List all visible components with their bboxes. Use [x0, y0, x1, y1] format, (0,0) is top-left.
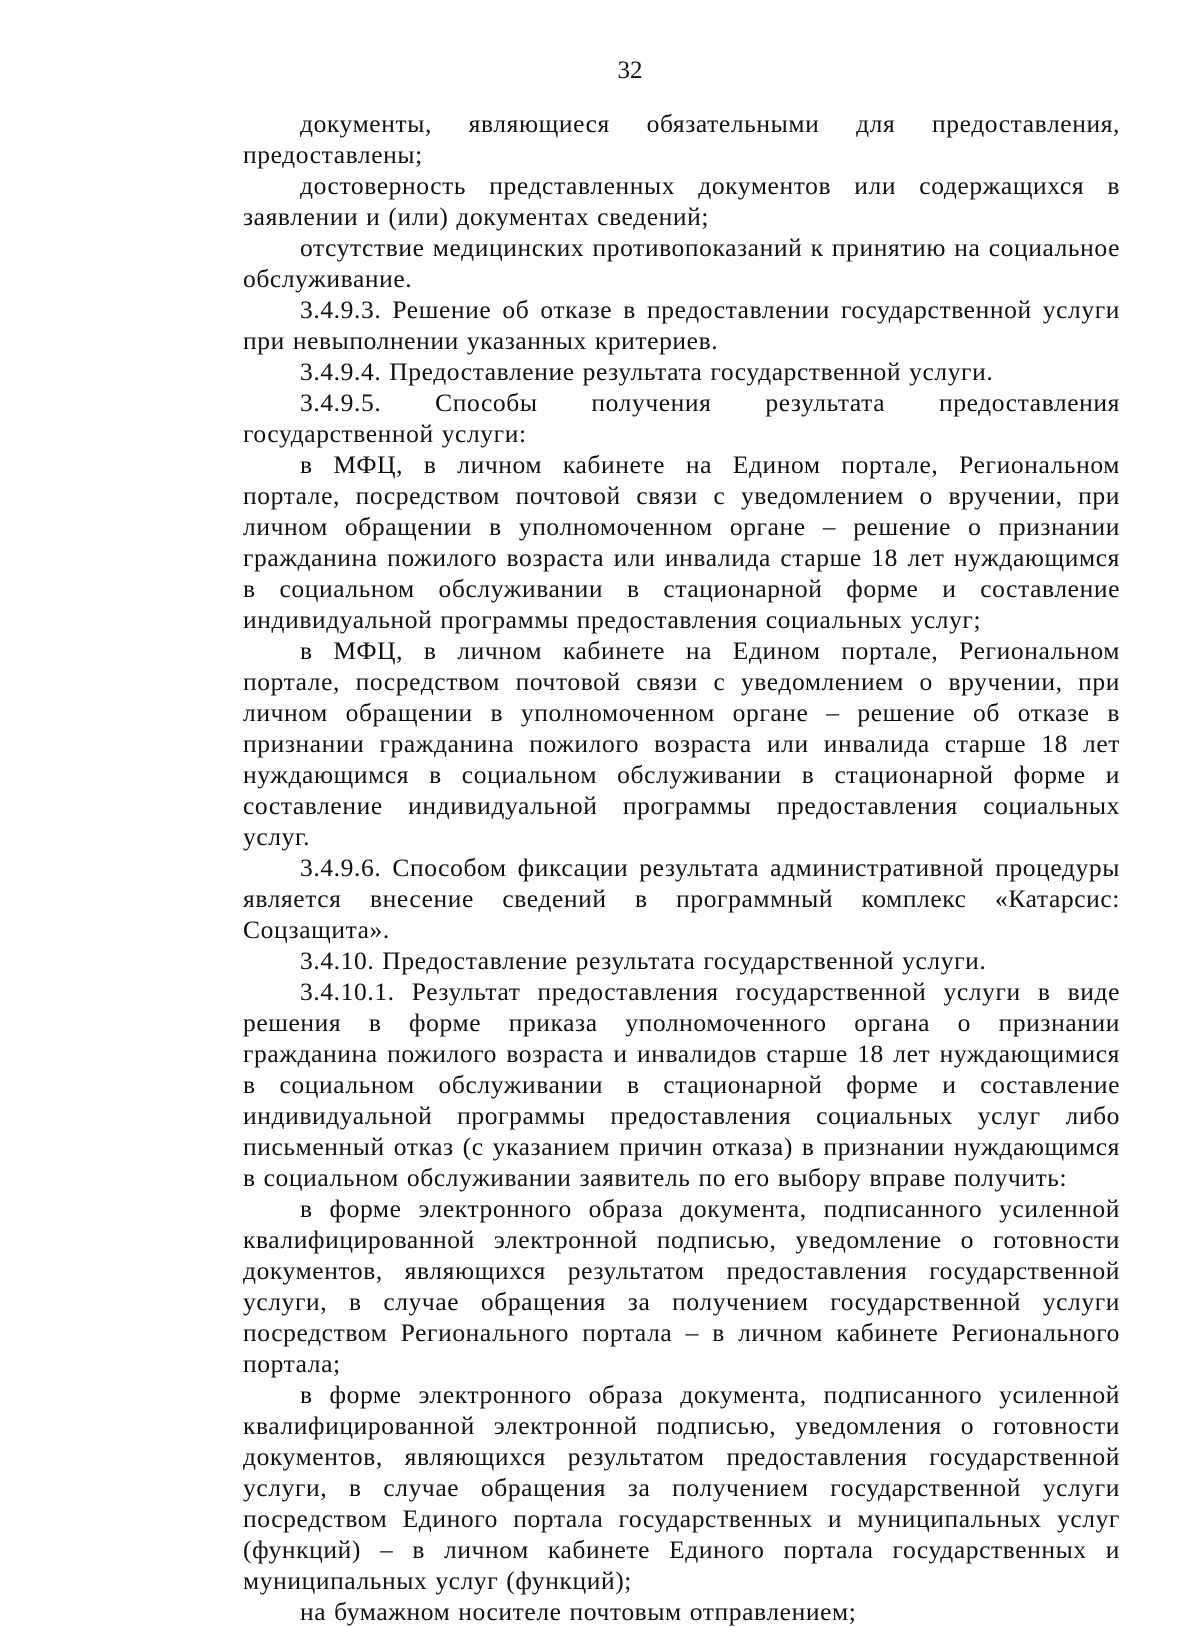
paragraph: на бумажном носителе почтовым отправлением; — [300, 1597, 857, 1626]
page-number: 32 — [617, 57, 643, 84]
paragraph: в МФЦ, в личном кабинете на Едином портале, Региональном портале, посредством почтовой связи с уведомлением о вручении, при личном обращении в уполномоченном органе – решение об отказе в признании гражданина пожилого возраста или инвалида старше 18 лет нуждающимся в социальном обслуживании в стационарной форме и составление индивидуальной программы предоставления социальных услуг. — [243, 636, 1120, 851]
paragraph: в МФЦ, в личном кабинете на Едином портале, Региональном портале, посредством почтовой связи с уведомлением о вручении, при личном обращении в уполномоченном органе – решение о признании гражданина пожилого возраста или инвалида старше 18 лет нуждающимся в социальном обслуживании в стационарной форме и составление индивидуальной программы предоставления социальных услуг; — [243, 450, 1120, 634]
paragraph: документы, являющиеся обязательными для предоставления, предоставлены; — [243, 109, 1120, 169]
paragraph: отсутствие медицинских противопоказаний к принятию на социальное обслуживание. — [243, 233, 1120, 293]
paragraph: 3.4.9.6. Способом фиксации результата административной процедуры является внесение сведений в программный комплекс «Катарсис: Соцзащита». — [243, 853, 1120, 944]
document-body — [243, 108, 1120, 1627]
paragraph: 3.4.9.5. Способы получения результата предоставления государственной услуги: — [243, 388, 1120, 448]
paragraph: 3.4.10.1. Результат предоставления государственной услуги в виде решения в форме приказа уполномоченного органа о признании гражданина пожилого возраста и инвалидов старше 18 лет нуждающимися в социальном обслуживании в стационарной форме и составление индивидуальной программы предоставления социальных услуг либо письменный отказ (с указанием причин отказа) в признании нуждающимся в социальном обслуживании заявитель по его выбору вправе получить: — [243, 977, 1120, 1192]
paragraph: 3.4.9.3. Решение об отказе в предоставлении государственной услуги при невыполнении указанных критериев. — [243, 295, 1120, 355]
paragraph: в форме электронного образа документа, подписанного усиленной квалифицированной электронной подписью, уведомления о готовности документов, являющихся результатом предоставления государственной услуги, в случае обращения за получением государственной услуги посредством Единого портала государственных и муниципальных услуг (функций) – в личном кабинете Единого портала государственных и муниципальных услуг (функций); — [243, 1380, 1120, 1595]
paragraph: достоверность представленных документов или содержащихся в заявлении и (или) документах сведений; — [243, 171, 1120, 231]
paragraph: в форме электронного образа документа, подписанного усиленной квалифицированной электронной подписью, уведомление о готовности документов, являющихся результатом предоставления государственной услуги, в случае обращения за получением государственной услуги посредством Регионального портала – в личном кабинете Регионального портала; — [243, 1194, 1120, 1378]
paragraph: 3.4.10. Предоставление результата государственной услуги. — [300, 946, 987, 975]
paragraph: 3.4.9.4. Предоставление результата государственной услуги. — [300, 357, 994, 386]
